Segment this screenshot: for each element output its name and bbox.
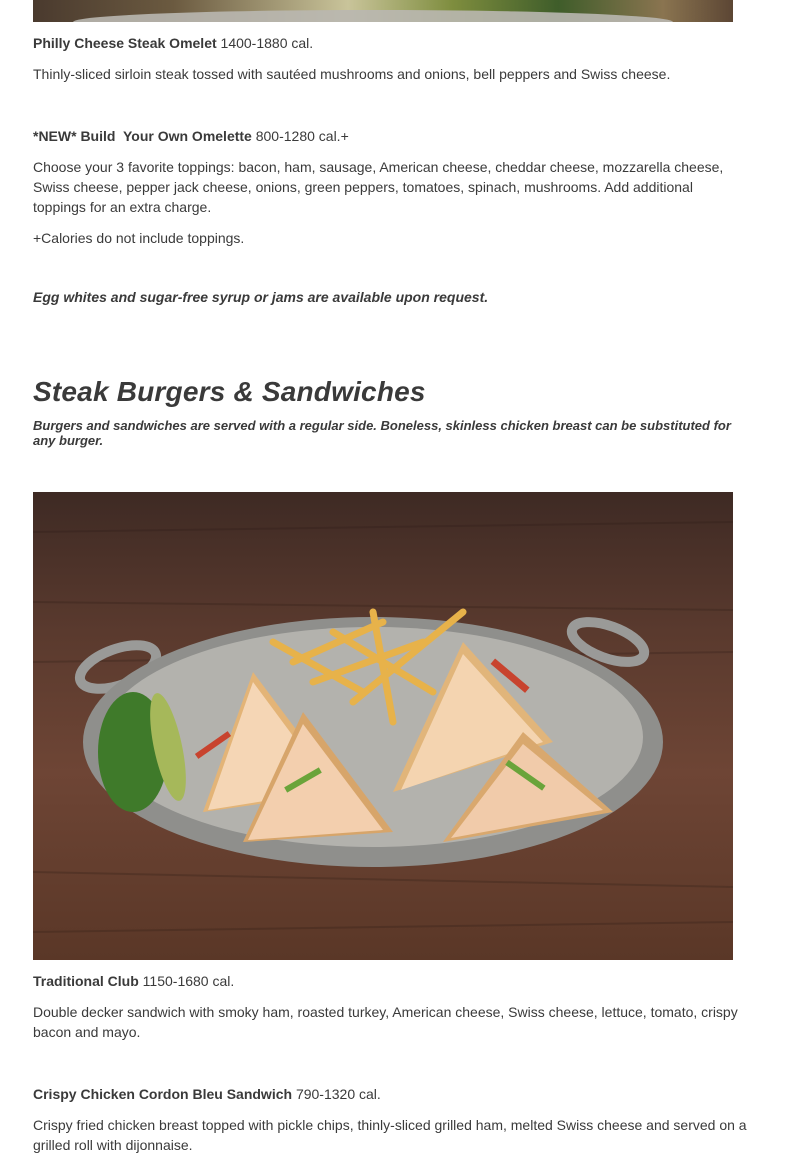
section-subtitle: Burgers and sandwiches are served with a regular side. Boneless, skinless chicken breast can be substituted for any burger.	[33, 418, 731, 448]
item-description: Choose your 3 favorite toppings: bacon, ham, sausage, American cheese, cheddar cheese, mozzarella cheese, Swiss cheese, pepper jack cheese, onions, green peppers, tomatoes, spinach, mushrooms. Add additional toppings for an extra charge.	[33, 159, 724, 215]
menu-item-title	[33, 1085, 381, 1103]
item-calories: 1400-1880 cal.	[220, 35, 314, 51]
item-calories: 800-1280 cal.+	[255, 128, 349, 144]
item-description: Thinly-sliced sirloin steak tossed with sautéed mushrooms and onions, bell peppers and Swiss cheese.	[33, 66, 671, 82]
item-name: *NEW* Build Your Own Omelette	[33, 128, 252, 144]
item-name: Crispy Chicken Cordon Bleu Sandwich	[33, 1086, 293, 1102]
menu-item-title	[33, 34, 313, 52]
item-description: Double decker sandwich with smoky ham, roasted turkey, American cheese, Swiss cheese, lettuce, tomato, crispy bacon and mayo.	[33, 1004, 738, 1040]
item-name: Traditional Club	[33, 973, 139, 989]
item-name: Philly Cheese Steak Omelet	[33, 35, 217, 51]
omelet-photo	[33, 0, 733, 22]
item-description: Crispy fried chicken breast topped with pickle chips, thinly-sliced grilled ham, melted Swiss cheese and served on a grilled roll with dijonnaise.	[33, 1117, 747, 1153]
menu-item-title	[33, 127, 349, 145]
section-heading: Steak Burgers & Sandwiches	[33, 376, 426, 407]
breakfast-note: Egg whites and sugar-free syrup or jams are available upon request.	[33, 289, 489, 305]
item-calories: 1150-1680 cal.	[142, 973, 235, 989]
club-sandwich-photo	[33, 492, 733, 960]
item-calories: 790-1320 cal.	[295, 1086, 381, 1102]
menu-item-title	[33, 972, 234, 990]
item-footnote: +Calories do not include toppings.	[33, 230, 245, 246]
sandwich-illustration	[33, 492, 733, 960]
